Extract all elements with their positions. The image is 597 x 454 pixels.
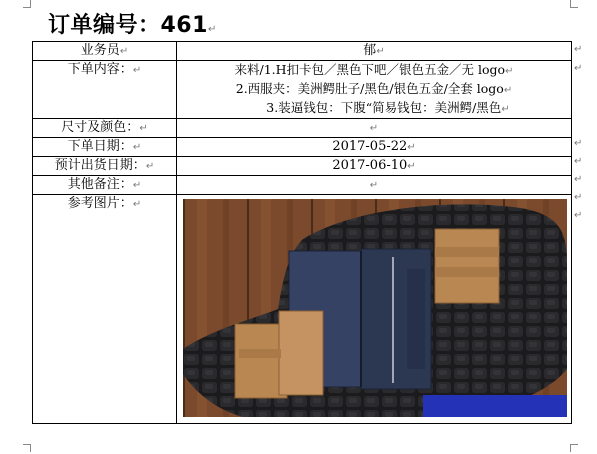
row-end-mark: ↵: [574, 210, 583, 221]
tan-card-holder-left: [235, 311, 323, 398]
crop-mark-bottom-right: [570, 444, 578, 452]
order-number-title: 订单编号：461: [48, 13, 208, 38]
crop-mark-top-left: [23, 0, 31, 8]
row-end-mark: ↵: [574, 138, 583, 149]
row-end-mark: ↵: [574, 63, 583, 74]
salesperson-value-cell[interactable]: [177, 42, 572, 61]
row-end-mark: ↵: [574, 156, 583, 167]
ship-date-value-cell[interactable]: [177, 157, 572, 176]
table-row: [33, 42, 572, 61]
paragraph-mark-icon: ↵: [139, 123, 148, 134]
order-date-value-cell[interactable]: [177, 138, 572, 157]
paragraph-mark-icon: ↵: [132, 180, 142, 191]
salesperson-label: 业务员: [80, 43, 120, 58]
table-row: [33, 176, 572, 195]
crop-mark-top-right: [570, 0, 578, 8]
order-content-label: 下单内容：: [67, 62, 133, 77]
order-content-text-2: 2.西服夹：美洲鳄肚子/黑色/银色五金/全套 logo: [235, 81, 504, 96]
paragraph-mark-icon: ↵: [132, 65, 142, 76]
reference-image-label: 参考图片：: [67, 196, 133, 211]
paragraph-mark-icon: ↵: [407, 142, 416, 153]
paragraph-mark-icon: ↵: [207, 24, 217, 35]
table-row: [33, 61, 572, 119]
size-color-label-cell: [33, 119, 177, 138]
reference-image-cell[interactable]: [177, 195, 572, 424]
order-content-value-cell[interactable]: [177, 61, 572, 119]
blue-crocodile-corner: [423, 395, 567, 417]
row-end-mark: ↵: [574, 192, 583, 203]
reference-image-label-cell: [33, 195, 177, 424]
size-color-label: 尺寸及颜色：: [61, 120, 140, 135]
paragraph-mark-icon: ↵: [132, 199, 142, 210]
paragraph-mark-icon: ↵: [145, 161, 155, 172]
row-end-mark: ↵: [574, 44, 583, 55]
order-date-label-cell: [33, 138, 177, 157]
ship-date-label: 预计出货日期：: [54, 158, 146, 173]
crop-mark-bottom-left: [23, 444, 31, 452]
paragraph-mark-icon: ↵: [503, 85, 513, 96]
notes-label: 其他备注：: [67, 177, 133, 192]
reference-photo[interactable]: [183, 199, 567, 417]
ship-date-label-cell: [33, 157, 177, 176]
order-content-line-2: [181, 80, 567, 99]
table-row: [33, 195, 572, 424]
salesperson-value: 郁: [363, 43, 377, 58]
salesperson-label-cell: [33, 42, 177, 61]
size-color-value-cell[interactable]: [177, 119, 572, 138]
notes-value-cell[interactable]: [177, 176, 572, 195]
paragraph-mark-icon: ↵: [119, 46, 129, 57]
order-table: [32, 41, 572, 424]
order-date-value: 2017-05-22: [332, 139, 408, 154]
order-content-text-3: 3.装逼钱包：下腹“简易钱包：美洲鳄/黑色: [266, 100, 502, 115]
row-end-mark: ↵: [574, 174, 583, 185]
table-row: [33, 138, 572, 157]
paragraph-mark-icon: ↵: [407, 161, 416, 172]
notes-label-cell: [33, 176, 177, 195]
order-content-label-cell: [33, 61, 177, 119]
paragraph-mark-icon: ↵: [369, 180, 379, 191]
paragraph-mark-icon: ↵: [369, 123, 379, 134]
paragraph-mark-icon: ↵: [132, 142, 142, 153]
paragraph-mark-icon: ↵: [501, 104, 510, 115]
order-content-line-3: [181, 99, 567, 118]
document-title: [48, 8, 217, 39]
table-row: [33, 119, 572, 138]
table-row: [33, 157, 572, 176]
tan-card-holder-right: [435, 229, 499, 303]
paragraph-mark-icon: ↵: [505, 66, 514, 77]
order-date-label: 下单日期：: [67, 139, 133, 154]
order-content-text-1: 来料/1.H扣卡包／黑色下吧／银色五金／无 logo: [234, 62, 506, 77]
ship-date-value: 2017-06-10: [332, 158, 408, 173]
paragraph-mark-icon: ↵: [376, 46, 385, 57]
order-content-line-1: [181, 61, 567, 80]
